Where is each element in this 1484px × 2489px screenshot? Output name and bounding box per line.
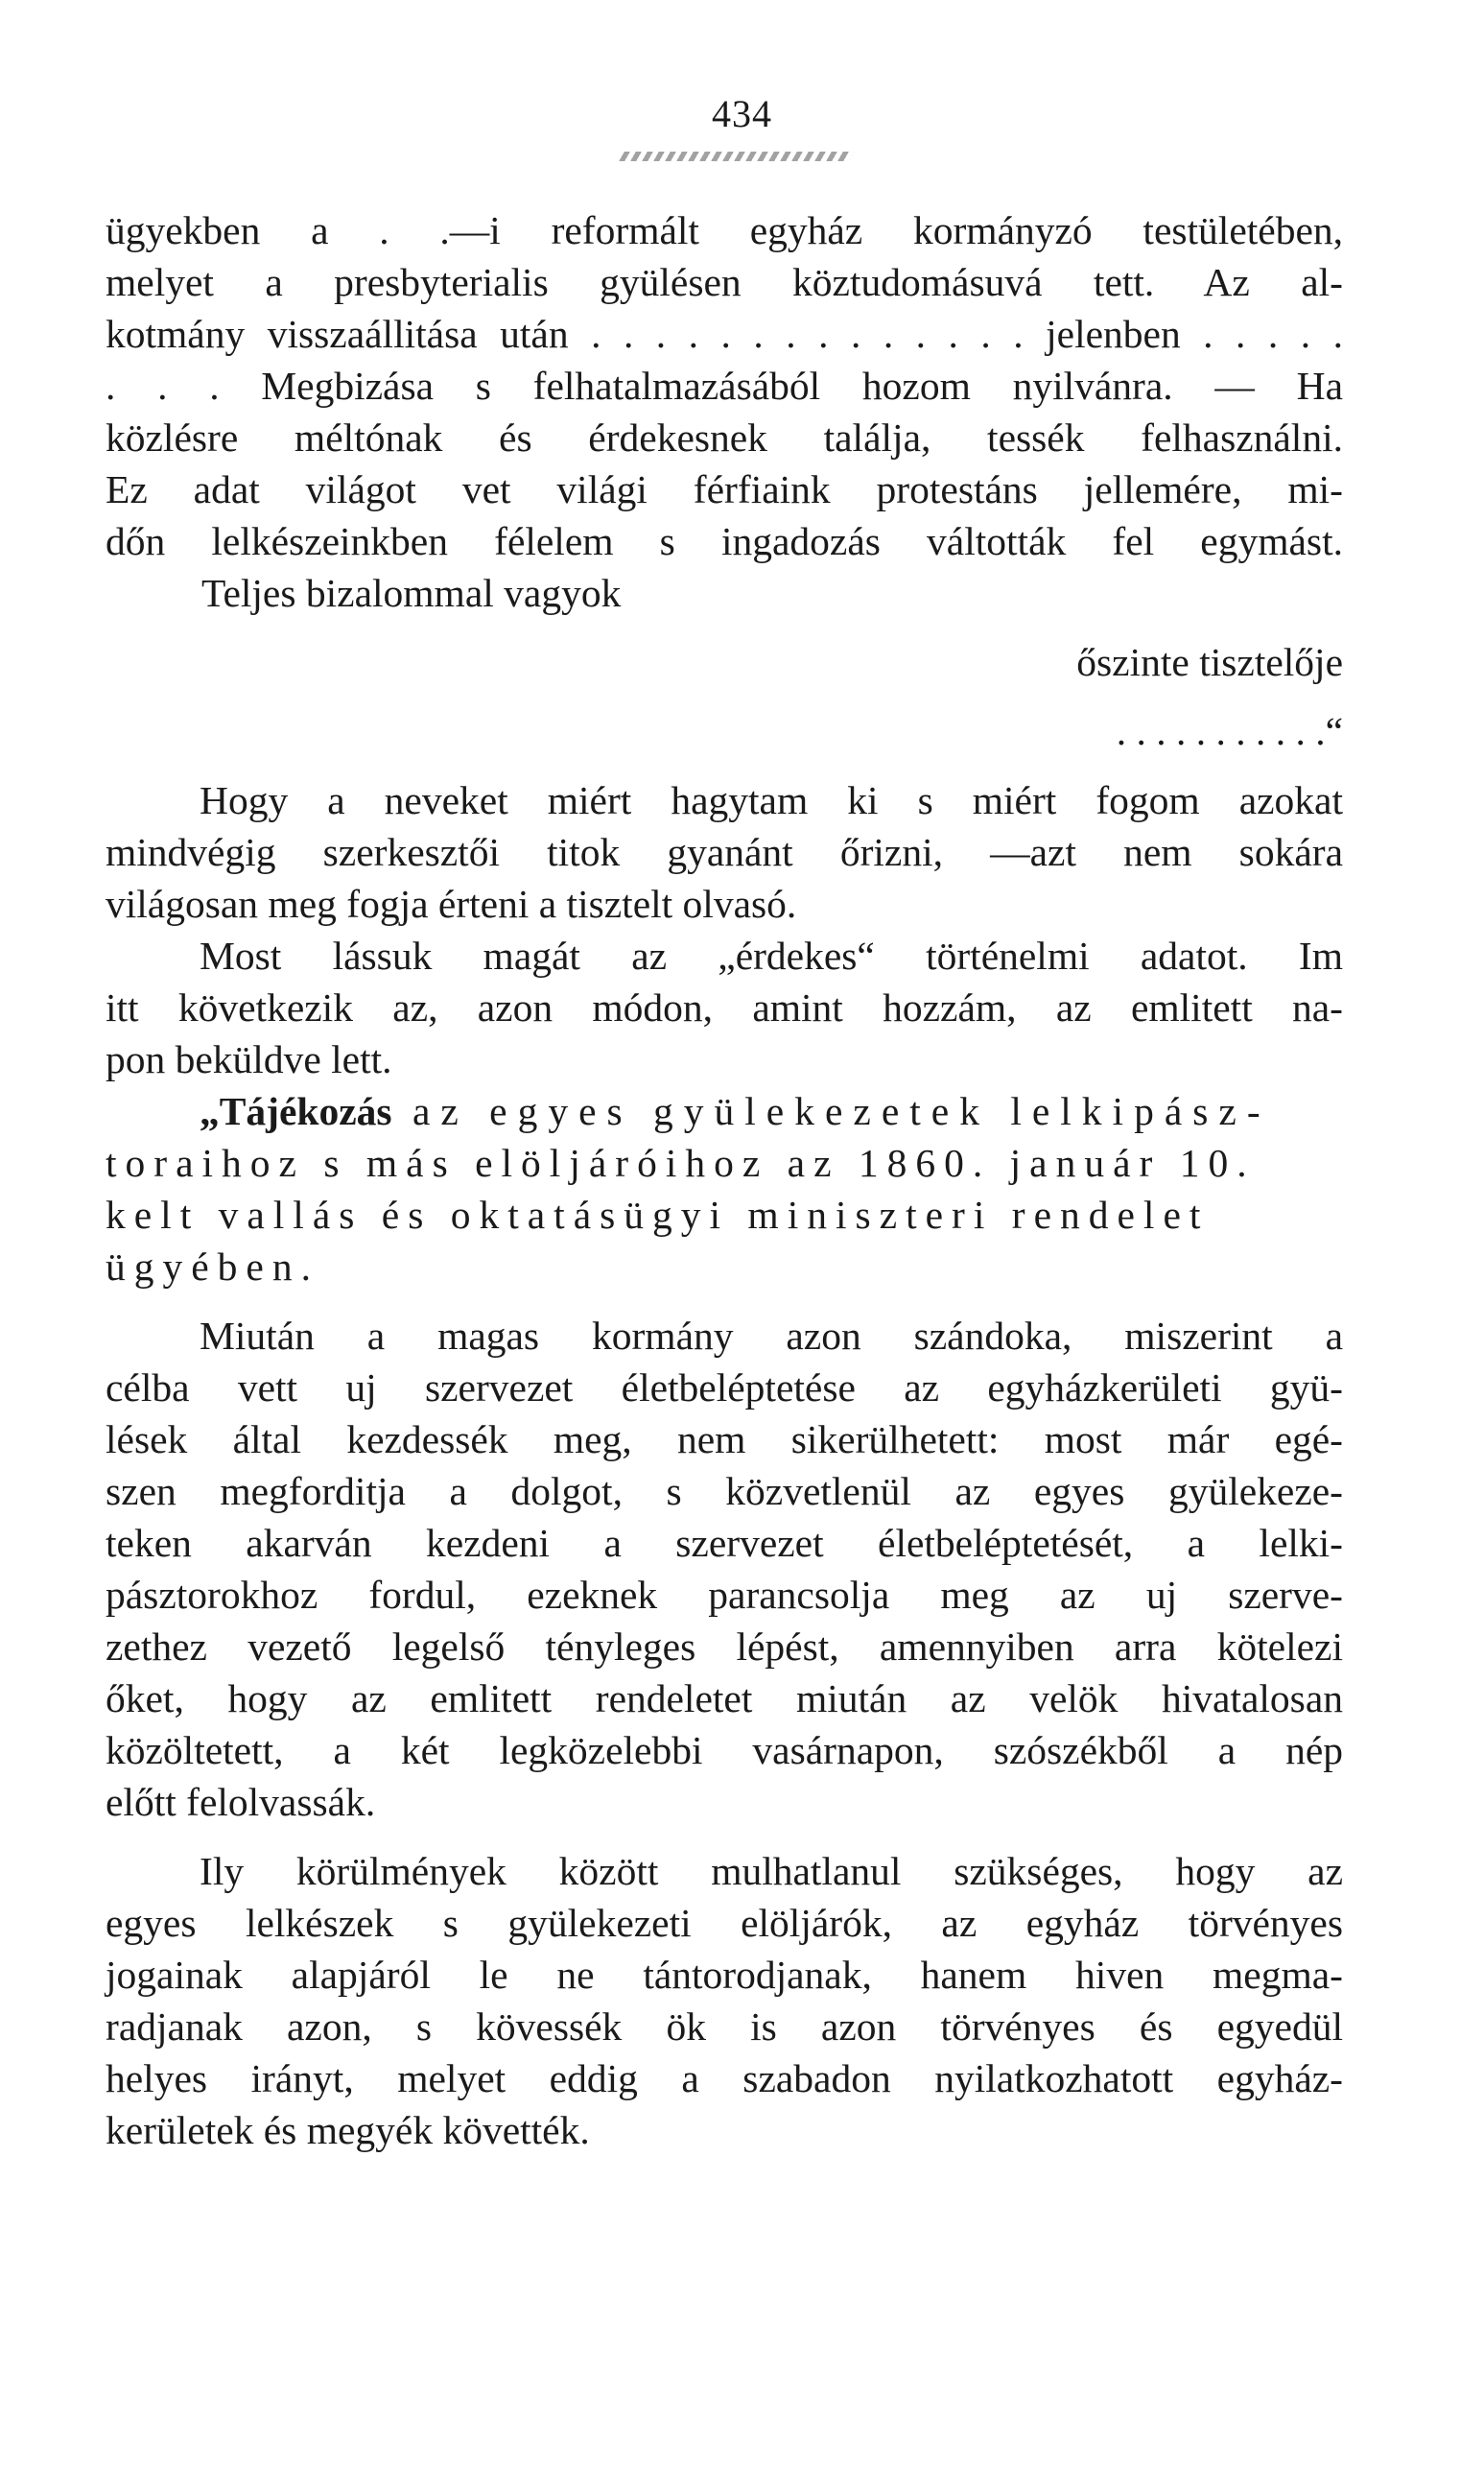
text-line: világosan meg fogja érteni a tisztelt olvasó. bbox=[106, 882, 797, 926]
text-line: Ez adat világot vet világi férfiaink protestáns jellemére, mi- bbox=[106, 467, 1343, 511]
document-title-bold: „Tájékozás bbox=[200, 1089, 392, 1133]
page-number-ornament bbox=[619, 152, 855, 161]
text-line: közlésre méltónak és érdekesnek találja, tessék felhasználni. bbox=[106, 415, 1343, 460]
text-line: pásztorokhoz fordul, ezeknek parancsolja meg az uj szerve- bbox=[106, 1573, 1343, 1617]
text-line: kerületek és megyék követték. bbox=[106, 2108, 590, 2152]
text-line: radjanak azon, s kövessék ök is azon törvényes és egyedül bbox=[106, 2004, 1343, 2049]
text-line: itt következik az, azon módon, amint hozzám, az emlitett na- bbox=[106, 985, 1343, 1030]
text-line: ügyekben a . .—i reformált egyház kormányzó testületében, bbox=[106, 208, 1343, 252]
text-line: zethez vezető legelső tényleges lépést, amennyiben arra kötelezi bbox=[106, 1624, 1343, 1669]
text-line: előtt felolvassák. bbox=[106, 1780, 376, 1824]
text-line: Miután a magas kormány azon szándoka, miszerint a bbox=[200, 1314, 1343, 1358]
text-line: melyet a presbyterialis gyülésen köztudomásuvá tett. Az al- bbox=[106, 260, 1343, 304]
document-title-spaced: az egyes gyülekezetek lelkipász- bbox=[391, 1089, 1271, 1133]
document-title-line: ügyében. bbox=[106, 1244, 319, 1289]
signature-line: őszinte tisztelője bbox=[1076, 640, 1343, 684]
page-number: 434 bbox=[712, 92, 772, 135]
document-title-line: kelt vallás és oktatásügyi miniszteri rendelet bbox=[106, 1193, 1210, 1237]
text-line: célba vett uj szervezet életbeléptetése az egyházkerületi gyü- bbox=[106, 1365, 1343, 1410]
text-line: helyes irányt, melyet eddig a szabadon nyilatkozhatott egyház- bbox=[106, 2056, 1343, 2100]
text-line: lések által kezdessék meg, nem sikerülhetett: most már egé- bbox=[106, 1417, 1343, 1461]
document-title-line: toraihoz s más elöljáróihoz az 1860. január 10. bbox=[106, 1141, 1256, 1185]
text-line: dőn lelkészeinkben félelem s ingadozás váltották fel egymást. bbox=[106, 519, 1343, 563]
text-line: mindvégig szerkesztői titok gyanánt őrizni, —azt nem sokára bbox=[106, 830, 1343, 874]
text-line: Hogy a neveket miért hagytam ki s miért fogom azokat bbox=[200, 778, 1343, 822]
text-line: Ily körülmények között mulhatlanul szükséges, hogy az bbox=[200, 1849, 1343, 1893]
text-line: jogainak alapjáról le ne tántorodjanak, hanem hiven megma- bbox=[106, 1953, 1343, 1997]
document-title-line bbox=[200, 1085, 1343, 1137]
signature-dots: . . . . . . . . . . .“ bbox=[1116, 709, 1343, 753]
text-line: közöltetett, a két legközelebbi vasárnapon, szószékből a nép bbox=[106, 1728, 1343, 1772]
text-line: szen megforditja a dolgot, s közvetlenül az egyes gyülekeze- bbox=[106, 1469, 1343, 1513]
text-line: teken akarván kezdeni a szervezet életbeléptetését, a lelki- bbox=[106, 1521, 1343, 1565]
text-line: őket, hogy az emlitett rendeletet miután az velök hivatalosan bbox=[106, 1676, 1343, 1720]
text-line: kotmány visszaállitása után . . . . . . . . . . . . . . jelenben . . . . . bbox=[106, 312, 1343, 356]
text-line: Teljes bizalommal vagyok bbox=[201, 571, 622, 615]
text-line: egyes lelkészek s gyülekezeti elöljárók, az egyház törvényes bbox=[106, 1901, 1343, 1945]
text-line: . . . Megbizása s felhatalmazásából hozom nyilvánra. — Ha bbox=[106, 364, 1343, 408]
text-line: pon beküldve lett. bbox=[106, 1037, 392, 1081]
text-line: Most lássuk magát az „érdekes“ történelmi adatot. Im bbox=[200, 934, 1343, 978]
